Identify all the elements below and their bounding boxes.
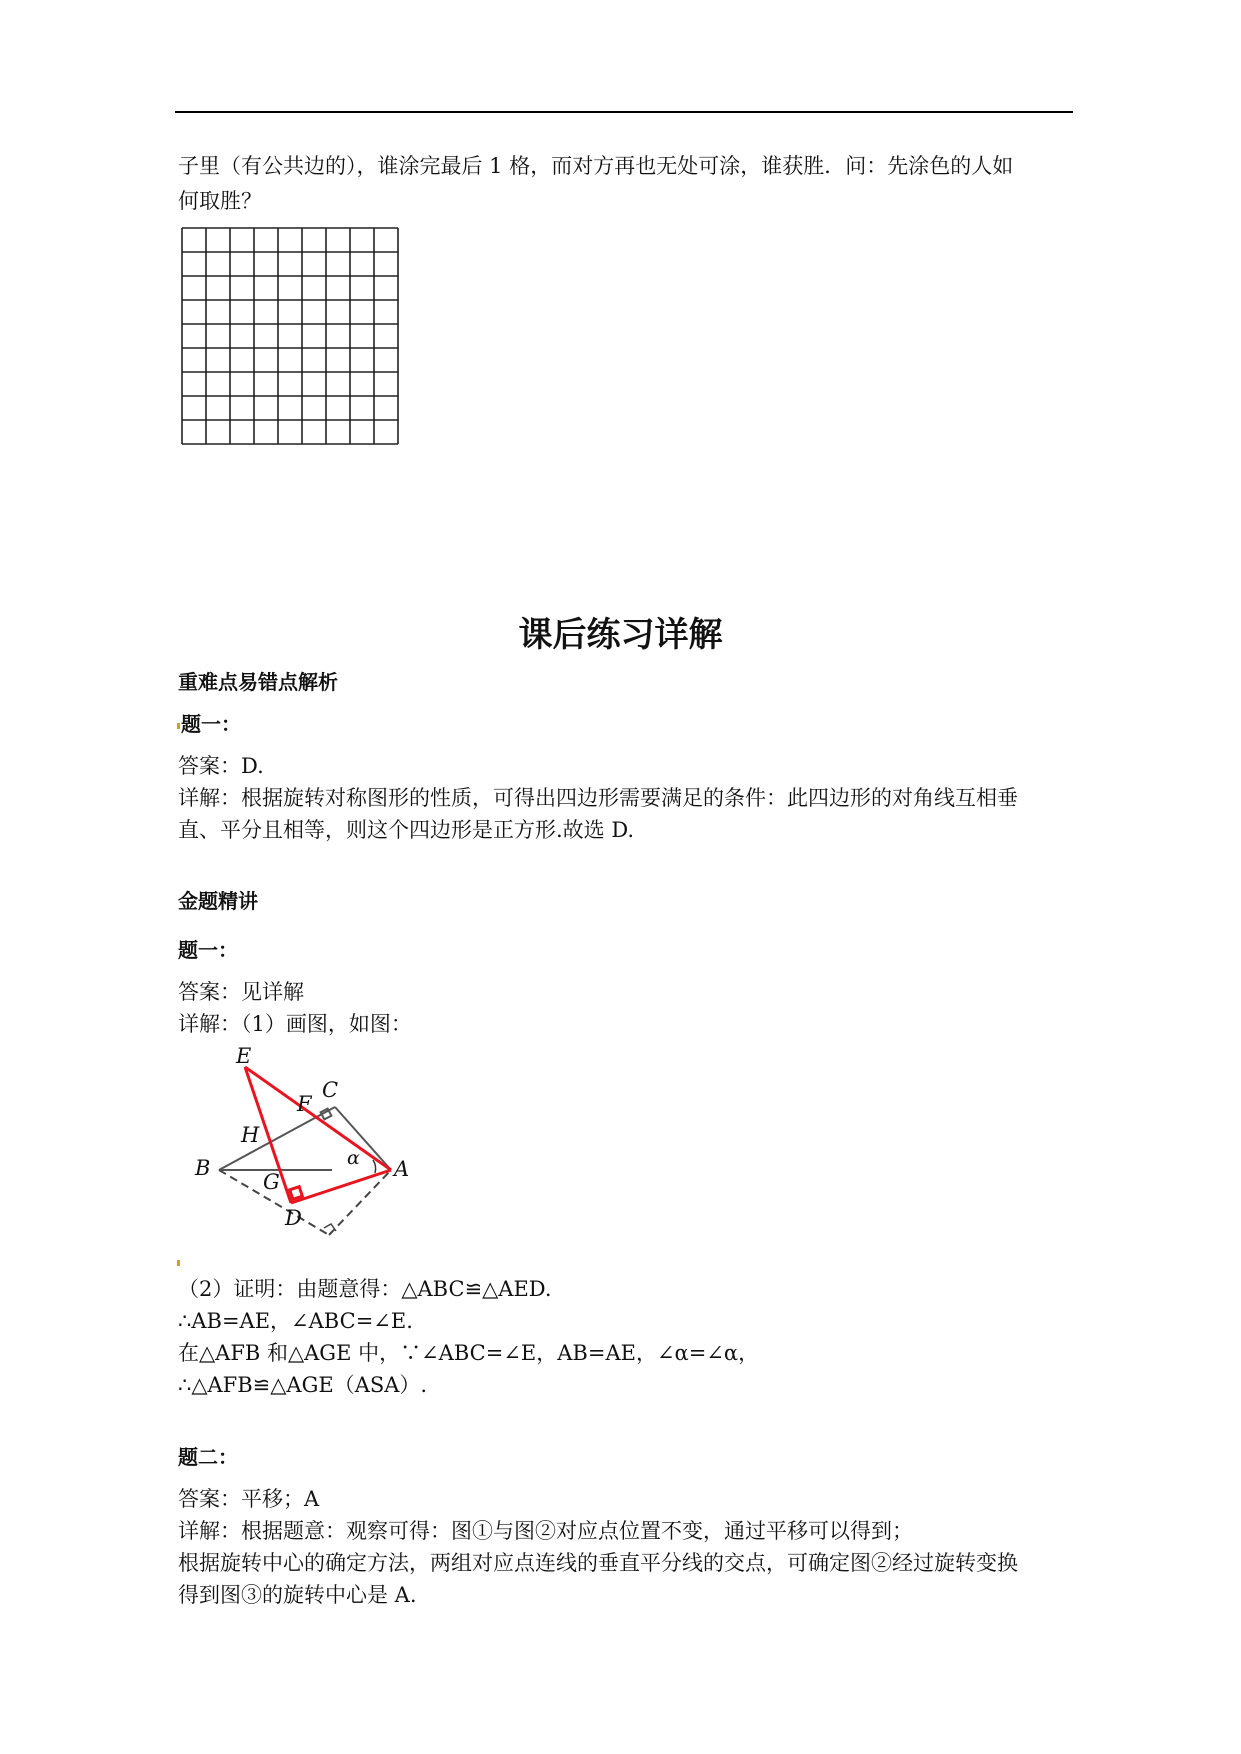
edit-mark (177, 1260, 180, 1266)
label-B: B (195, 1156, 211, 1180)
label-E: E (236, 1045, 252, 1068)
grid-board (180, 226, 400, 446)
geometry-figure (185, 1045, 425, 1255)
q1-detail-line-1: 详解：根据旋转对称图形的性质，可得出四边形需要满足的条件：此四边形的对角线互相垂 (178, 786, 1018, 810)
proof-line-3: 在△AFB 和△AGE 中，∵∠ABC=∠E，AB=AE，∠α=∠α， (178, 1341, 760, 1365)
q2-2-detail-line-2: 根据旋转中心的确定方法，两组对应点连线的垂直平分线的交点，可确定图②经过旋转变换 (178, 1551, 1018, 1575)
proof-line-4: ∴△AFB≌△AGE（ASA）. (178, 1373, 428, 1397)
intro-line-2: 何取胜？ (178, 189, 262, 213)
edit-mark (177, 723, 180, 729)
q2-2-label: 题二： (178, 1445, 238, 1469)
q2-2-detail-line-1: 详解：根据题意：观察可得：图①与图②对应点位置不变，通过平移可以得到； (178, 1519, 913, 1543)
label-H: H (241, 1123, 260, 1147)
label-G: G (263, 1170, 280, 1194)
page-title: 课后练习详解 (518, 615, 723, 655)
label-alpha: α (347, 1147, 360, 1169)
q1-label: 题一： (181, 712, 241, 736)
section-heading-1: 重难点易错点解析 (178, 670, 338, 694)
q2-2-answer: 答案：平移；A (178, 1487, 320, 1511)
q2-1-detail-line-1: 详解：（1）画图，如图： (178, 1012, 412, 1036)
q2-1-label: 题一： (178, 938, 238, 962)
label-A: A (394, 1157, 410, 1181)
q2-1-answer: 答案：见详解 (178, 980, 304, 1004)
q2-2-detail-line-3: 得到图③的旋转中心是 A. (178, 1583, 417, 1607)
intro-line-1: 子里（有公共边的），谁涂完最后 1 格，而对方再也无处可涂，谁获胜．问：先涂色的人如 (178, 154, 1014, 178)
section-heading-2: 金题精讲 (178, 889, 258, 913)
proof-line-1: （2）证明：由题意得：△ABC≌△AED. (178, 1277, 552, 1301)
label-F: F (297, 1092, 312, 1116)
proof-line-2: ∴AB=AE，∠ABC=∠E. (178, 1309, 413, 1333)
label-D: D (285, 1206, 302, 1230)
q1-detail-line-2: 直、平分且相等，则这个四边形是正方形.故选 D. (178, 818, 635, 842)
header-rule (175, 111, 1073, 113)
label-C: C (322, 1078, 339, 1102)
q1-answer: 答案：D. (178, 754, 264, 778)
